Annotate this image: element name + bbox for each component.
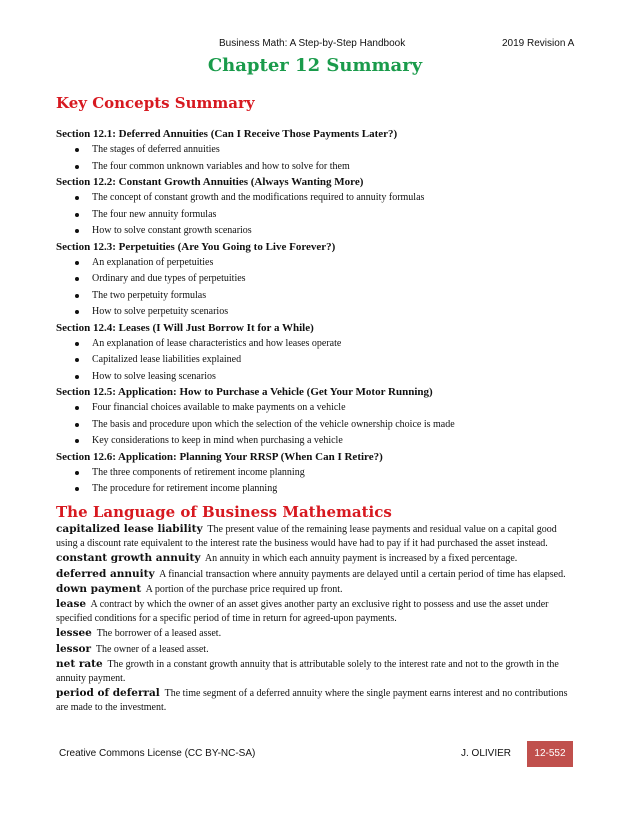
author-name: J. OLIVIER [460, 748, 511, 759]
running-header-revision: 2019 Revision A [502, 38, 575, 49]
bullet-list [56, 142, 586, 175]
section-title: Section 12.5: Application: How to Purchase a Vehicle (Get Your Motor Running) [56, 386, 433, 398]
running-header-title: Business Math: A Step-by-Step Handbook [219, 38, 406, 49]
glossary-term: down payment [56, 582, 142, 595]
chapter-title: Chapter 12 Summary [207, 55, 423, 76]
bullet-item: Ordinary and due types of perpetuities [56, 271, 586, 288]
glossary-entry [56, 657, 572, 686]
bullet-list [56, 190, 586, 240]
bullet-item: The three components of retirement income planning [56, 465, 586, 482]
bullet-item: The four new annuity formulas [56, 207, 586, 224]
page-footer [59, 741, 573, 767]
bullet-item: How to solve constant growth scenarios [56, 223, 586, 240]
glossary [56, 522, 572, 716]
bullet-item: The stages of deferred annuities [56, 142, 586, 159]
bullet-item: Capitalized lease liabilities explained [56, 352, 586, 369]
bullet-list [56, 336, 586, 386]
language-heading: The Language of Business Mathematics [56, 503, 392, 521]
license-text: Creative Commons License (CC BY-NC-SA) [59, 748, 256, 759]
glossary-term: net rate [56, 657, 103, 670]
key-concepts-list [56, 127, 586, 498]
glossary-definition: An annuity in which each annuity payment is increased by a fixed percentage. [204, 553, 518, 565]
glossary-entry [56, 551, 572, 566]
glossary-definition: The time segment of a deferred annuity where the single payment earns interest and no contributions are made to the investment. [56, 688, 568, 714]
section-12-2 [56, 175, 586, 240]
section-12-5 [56, 385, 586, 450]
bullet-list [56, 255, 586, 321]
section-title: Section 12.6: Application: Planning Your RRSP (When Can I Retire?) [56, 450, 383, 463]
bullet-list [56, 465, 586, 498]
bullet-item: Four financial choices available to make payments on a vehicle [56, 400, 586, 417]
glossary-definition: The growth in a constant growth annuity that is attributable solely to the interest rate and not to the growth in the annuity payment. [56, 658, 559, 685]
glossary-entry [56, 597, 572, 626]
glossary-term: lessee [56, 627, 92, 640]
bullet-item: The basis and procedure upon which the selection of the vehicle ownership choice is made [56, 417, 586, 434]
glossary-entry [56, 582, 572, 597]
bullet-list [56, 400, 586, 450]
bullet-item: The four common unknown variables and how to solve for them [56, 159, 586, 176]
section-title: Section 12.2: Constant Growth Annuities (Always Wanting More) [56, 176, 364, 188]
bullet-item: The procedure for retirement income planning [56, 481, 586, 498]
section-12-1 [56, 127, 586, 175]
glossary-definition: A financial transaction where annuity payments are delayed until a certain period of time has elapsed. [159, 568, 566, 580]
glossary-definition: The borrower of a leased asset. [96, 628, 222, 640]
section-12-3 [56, 240, 586, 321]
bullet-item: The concept of constant growth and the modifications required to annuity formulas [56, 190, 586, 207]
bullet-item: An explanation of lease characteristics and how leases operate [56, 336, 586, 353]
glossary-definition: The owner of a leased asset. [95, 643, 209, 655]
glossary-term: constant growth annuity [56, 552, 201, 565]
bullet-item: The two perpetuity formulas [56, 288, 586, 305]
bullet-item: An explanation of perpetuities [56, 255, 586, 272]
key-concepts-heading: Key Concepts Summary [56, 94, 255, 112]
section-title: Section 12.1: Deferred Annuities (Can I Receive Those Payments Later?) [56, 128, 398, 140]
bullet-item: How to solve leasing scenarios [56, 369, 586, 386]
glossary-entry [56, 642, 572, 657]
section-12-4 [56, 321, 586, 386]
glossary-entry [56, 626, 572, 641]
bullet-item: Key considerations to keep in mind when purchasing a vehicle [56, 433, 586, 450]
glossary-definition: A portion of the purchase price required up front. [145, 583, 343, 595]
glossary-term: capitalized lease liability [56, 523, 203, 535]
bullet-item: How to solve perpetuity scenarios [56, 304, 586, 321]
section-title: Section 12.3: Perpetuities (Are You Going to Live Forever?) [56, 240, 336, 253]
glossary-term: deferred annuity [56, 567, 155, 580]
glossary-definition: A contract by which the owner of an asset gives another party an exclusive right to possess and use the asset under specified conditions for a specific period of time in return for agreed-upon payments. [56, 599, 549, 625]
section-12-6 [56, 450, 586, 498]
glossary-term: period of deferral [56, 687, 160, 700]
glossary-term: lessor [56, 642, 92, 655]
glossary-entry [56, 522, 572, 551]
glossary-definition: The present value of the remaining lease payments and residual value on a capital good using a discount rate equivalent to the interest rate the business would have had to pay if it had purchased the asset instead. [56, 524, 557, 550]
glossary-entry [56, 686, 572, 715]
section-title: Section 12.4: Leases (I Will Just Borrow It for a While) [56, 321, 314, 334]
glossary-entry [56, 567, 572, 582]
glossary-term: lease [56, 598, 87, 611]
page-number-badge: 12-552 [527, 741, 573, 767]
